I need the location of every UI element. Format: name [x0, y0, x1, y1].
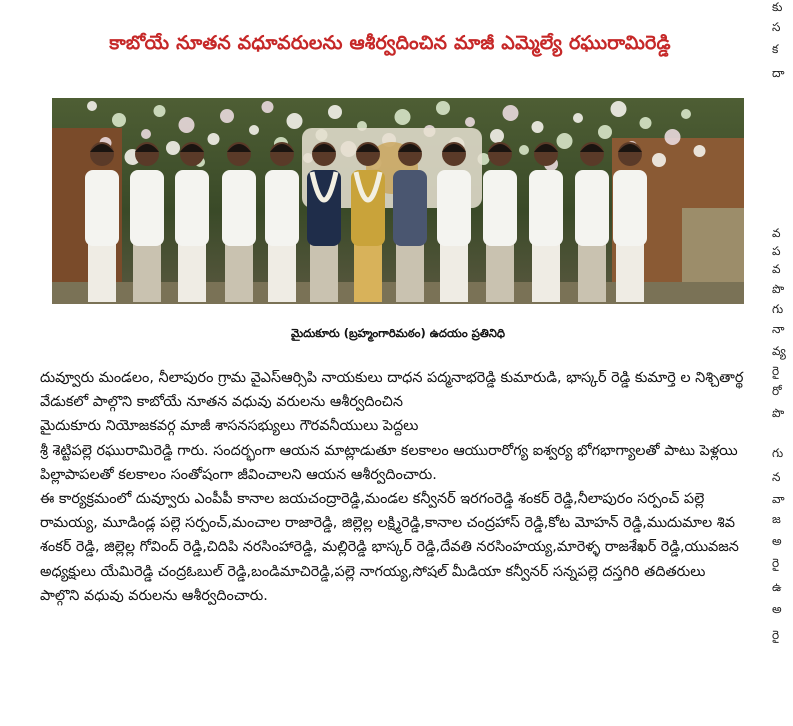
fragment-text: రై: [772, 364, 780, 378]
paragraph: దువ్వూరు మండలం, నీలాపురం గ్రామ వైఎస్ఆర్సిపి నాయకులు దాధన పద్మనాభరెడ్డి కుమారుడి, భాస్కర్ రెడ్డి కుమార్తె ల నిశ్చితార్థ వేడుకలో పాల్గొని కాబోయే నూతన వధువు వరులను ఆశీర్వదించిన: [40, 370, 744, 411]
fragment-text: రో: [772, 384, 782, 398]
fragment-text: రై: [772, 628, 780, 642]
fragment-text: వ్య: [772, 344, 786, 358]
fragment-text: న: [772, 470, 781, 484]
fragment-text: అ: [772, 602, 782, 616]
article-body: [40, 366, 746, 608]
fragment-text: వ: [772, 262, 781, 276]
fragment-text: వా: [772, 492, 785, 506]
fragment-text: దా: [772, 66, 785, 80]
fragment-text: జ: [772, 512, 781, 526]
fragment-text: గు: [772, 446, 784, 460]
fragment-text: ఉ: [772, 580, 782, 594]
fragment-text: క: [772, 42, 779, 56]
paragraph: మైదుకూరు నియోజకవర్గ మాజీ శాసనసభ్యులు గౌరవనీయులు పెద్దలు: [40, 418, 419, 435]
fragment-text: అ: [772, 534, 782, 548]
fragment-text: కు: [772, 0, 783, 14]
fragment-text: రై: [772, 556, 780, 570]
paragraph: శ్రీ శెట్టిపల్లె రఘురామిరెడ్డి గారు. సందర్భంగా ఆయన మాట్లాడుతూ కలకాలం ఆయురారోగ్య ఐశ్వర్య భోగభాగ్యాలతో పాటు పెళ్లయి పిల్లాపాపలతో కలకాలం సంతోషంగా జీవించాలని ఆయన ఆశీర్వదించారు.: [40, 442, 738, 483]
fragment-text: వ: [772, 226, 781, 240]
fragment-text: నా: [772, 322, 785, 336]
paragraph: ఈ కార్యక్రమంలో దువ్వూరు ఎంపీపీ కానాల జయచంద్రారెడ్డి,మండల కన్వీనర్ ఇరగంరెడ్డి శంకర్ రెడ్డి,నీలాపురం సర్పంచ్ పల్లె రామయ్య, మూడిండ్ల పల్లె సర్పంచ్,మంచాల రాజారెడ్డి, జిల్లెల్ల లక్ష్మిరెడ్డి,కానాల చంద్రహాస్ రెడ్డి,కోట మోహన్ రెడ్డి,ముదుమాల శివ శంకర్ రెడ్డి, జిల్లెల్ల గోవింద్ రెడ్డి,చిదిపి నరసింహారెడ్డి, మల్లిరెడ్డి భాస్కర్ రెడ్డి,దేవతి నరసింహయ్య,మారెళ్ళ రాజశేఖర్ రెడ్డి,యువజన అధ్యక్షులు యేమిరెడ్డి చంద్రఓబుల్ రెడ్డి,బండిమాచిరెడ్డి,పల్లె నాగయ్య,సోషల్ మీడియా కన్వీనర్ సన్నపల్లె దస్తగిరి తదితరులు పాల్గొని వధువు వరులను ఆశీర్వదించారు.: [40, 491, 739, 604]
article-headline: కాబోయే నూతన వధూవరులను ఆశీర్వదించిన మాజీ ఎమ్మెల్యే రఘురామిరెడ్డి: [109, 32, 671, 54]
fragment-text: ప: [772, 244, 781, 258]
adjacent-column-fragment: [752, 0, 793, 726]
fragment-text: స: [772, 20, 781, 34]
article-byline: మైదుకూరు (బ్రహ్మంగారిమఠం) ఉదయం ప్రతినిధి: [290, 326, 506, 340]
fragment-text: పొ: [772, 406, 785, 420]
fragment-text: పొ: [772, 282, 785, 296]
group-photo-illustration: [52, 98, 744, 304]
fragment-text: గు: [772, 302, 784, 316]
article-photo: [52, 98, 744, 304]
